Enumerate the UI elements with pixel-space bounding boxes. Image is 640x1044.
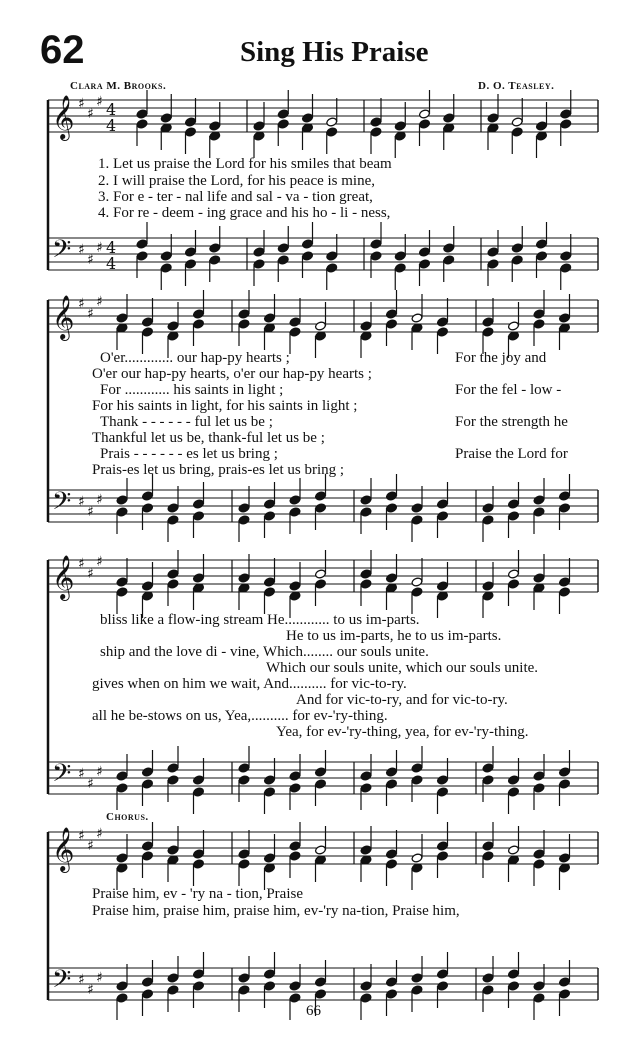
note-head: [326, 263, 338, 273]
note-head: [411, 775, 423, 785]
note-head: [185, 117, 197, 127]
sharp-icon: ♯: [96, 554, 103, 570]
note-head: [437, 317, 449, 327]
bass-clef-icon: 𝄢: [52, 235, 72, 270]
lyric-line: gives when on him we wait, And.......... for vic-to-ry.: [92, 676, 407, 692]
note-head: [360, 569, 372, 579]
note-head: [482, 503, 494, 513]
lyric-line: Praise the Lord for: [455, 446, 568, 462]
note-head: [136, 239, 148, 249]
note-head: [482, 515, 494, 525]
note-head: [315, 989, 327, 999]
time-signature-numerator: 4: [106, 238, 117, 257]
lyric-line: Thank - - - - - - ful let us be ;: [100, 414, 273, 430]
note-head: [533, 783, 545, 793]
note-head: [508, 569, 520, 579]
note-head: [370, 239, 382, 249]
note-head: [116, 313, 128, 323]
note-head: [559, 779, 571, 789]
lyric-line: Yea, for ev-'ry-thing, yea, for ev-'ry-thing.: [276, 724, 529, 740]
sharp-icon: ♯: [78, 242, 85, 258]
note-head: [142, 779, 154, 789]
note-head: [511, 243, 523, 253]
note-head: [264, 313, 276, 323]
sharp-icon: ♯: [87, 838, 94, 854]
bass-clef-icon: 𝄢: [52, 487, 72, 522]
note-head: [253, 259, 265, 269]
note-head: [511, 117, 523, 127]
note-head: [289, 783, 301, 793]
note-head: [560, 251, 572, 261]
chorus-lyric-bass: Praise him, praise him, praise him, ev-'ry na-tion, Praise him,: [92, 903, 460, 919]
note-head: [116, 507, 128, 517]
chorus-lyric-soprano: Praise him, ev - 'ry na - tion, Praise: [92, 886, 303, 902]
note-head: [536, 251, 548, 261]
sharp-icon: ♯: [87, 776, 94, 792]
lyric-line: Which our souls unite, which our souls unite.: [266, 660, 539, 676]
sharp-icon: ♯: [87, 504, 94, 520]
note-head: [386, 859, 398, 869]
note-head: [533, 495, 545, 505]
sharp-icon: ♯: [87, 566, 94, 582]
note-head: [411, 587, 423, 597]
note-head: [277, 119, 289, 129]
note-head: [136, 251, 148, 261]
note-head: [116, 853, 128, 863]
lyric-verse-4: 4. For re - deem - ing grace and his ho - li - ness,: [98, 205, 391, 221]
note-head: [142, 327, 154, 337]
lyric-line: For ............ his saints in light ;: [100, 382, 284, 398]
note-head: [508, 775, 520, 785]
note-head: [487, 113, 499, 123]
note-head: [559, 313, 571, 323]
note-head: [370, 251, 382, 261]
note-head: [209, 243, 221, 253]
note-head: [315, 579, 327, 589]
note-head: [289, 495, 301, 505]
note-head: [360, 783, 372, 793]
note-head: [238, 319, 250, 329]
note-head: [419, 259, 431, 269]
note-head: [437, 851, 449, 861]
sharp-icon: ♯: [78, 296, 85, 312]
lyric-verse-1: 1. Let us praise the Lord for his smiles that beam: [98, 156, 392, 172]
note-head: [253, 121, 265, 131]
note-head: [559, 767, 571, 777]
note-head: [167, 579, 179, 589]
lyric-line: For the joy and: [455, 350, 547, 366]
note-head: [326, 117, 338, 127]
lyric-line: all he be-stows on us, Yea,.......... for ev-'ry-thing.: [92, 708, 388, 724]
note-head: [238, 503, 250, 513]
note-head: [315, 491, 327, 501]
lyric-line: Prais-es let us bring, prais-es let us bring ;: [92, 462, 345, 478]
note-head: [193, 499, 205, 509]
note-head: [560, 109, 572, 119]
note-head: [185, 247, 197, 257]
note-head: [289, 317, 301, 327]
note-head: [482, 973, 494, 983]
note-head: [411, 313, 423, 323]
note-head: [302, 239, 314, 249]
note-head: [142, 581, 154, 591]
note-head: [315, 767, 327, 777]
note-head: [508, 787, 520, 797]
note-head: [209, 121, 221, 131]
note-head: [142, 317, 154, 327]
note-head: [315, 321, 327, 331]
sharp-icon: ♯: [78, 494, 85, 510]
note-head: [264, 969, 276, 979]
note-head: [437, 969, 449, 979]
note-head: [238, 985, 250, 995]
note-head: [142, 989, 154, 999]
note-head: [116, 495, 128, 505]
note-head: [193, 573, 205, 583]
note-head: [209, 255, 221, 265]
note-head: [360, 495, 372, 505]
note-head: [277, 255, 289, 265]
note-head: [167, 321, 179, 331]
note-head: [264, 511, 276, 521]
note-head: [142, 841, 154, 851]
note-head: [394, 251, 406, 261]
treble-clef-icon: 𝄞: [52, 95, 75, 139]
note-head: [559, 503, 571, 513]
note-head: [238, 973, 250, 983]
note-head: [559, 853, 571, 863]
sharp-icon: ♯: [96, 970, 103, 986]
note-head: [533, 507, 545, 517]
page-number: 66: [306, 1003, 321, 1019]
note-head: [264, 853, 276, 863]
note-head: [508, 579, 520, 589]
note-head: [142, 503, 154, 513]
note-head: [277, 243, 289, 253]
note-head: [167, 775, 179, 785]
note-head: [193, 511, 205, 521]
note-head: [411, 577, 423, 587]
note-head: [142, 491, 154, 501]
note-head: [326, 127, 338, 137]
note-head: [411, 853, 423, 863]
note-head: [559, 491, 571, 501]
note-head: [167, 845, 179, 855]
note-head: [560, 119, 572, 129]
lyric-line: O'er our hap-py hearts, o'er our hap-py hearts ;: [92, 366, 372, 382]
note-head: [560, 263, 572, 273]
note-head: [167, 503, 179, 513]
note-head: [437, 511, 449, 521]
note-head: [289, 841, 301, 851]
note-head: [482, 763, 494, 773]
note-head: [487, 247, 499, 257]
note-head: [559, 587, 571, 597]
note-head: [315, 503, 327, 513]
note-head: [508, 969, 520, 979]
note-head: [253, 247, 265, 257]
note-head: [411, 515, 423, 525]
note-head: [482, 775, 494, 785]
note-head: [370, 127, 382, 137]
lyric-verse-3: 3. For e - ter - nal life and sal - va - tion great,: [98, 189, 373, 205]
note-head: [559, 977, 571, 987]
note-head: [289, 981, 301, 991]
note-head: [419, 119, 431, 129]
note-head: [533, 309, 545, 319]
note-head: [264, 775, 276, 785]
note-head: [394, 263, 406, 273]
note-head: [443, 243, 455, 253]
note-head: [160, 251, 172, 261]
note-head: [437, 841, 449, 851]
note-head: [302, 113, 314, 123]
note-head: [437, 327, 449, 337]
note-head: [386, 503, 398, 513]
note-head: [533, 319, 545, 329]
note-head: [360, 507, 372, 517]
note-head: [116, 783, 128, 793]
note-head: [386, 319, 398, 329]
note-head: [289, 771, 301, 781]
note-head: [289, 851, 301, 861]
note-head: [437, 581, 449, 591]
note-head: [185, 127, 197, 137]
note-head: [487, 259, 499, 269]
note-head: [238, 309, 250, 319]
note-head: [264, 981, 276, 991]
note-head: [386, 767, 398, 777]
note-head: [167, 763, 179, 773]
note-head: [315, 977, 327, 987]
note-head: [437, 787, 449, 797]
note-head: [116, 771, 128, 781]
note-head: [482, 841, 494, 851]
note-head: [142, 977, 154, 987]
note-head: [238, 515, 250, 525]
note-head: [386, 309, 398, 319]
note-head: [116, 587, 128, 597]
lyric-line: bliss like a flow-ing stream He............ to us im-parts.: [100, 612, 420, 628]
note-head: [443, 113, 455, 123]
note-head: [360, 993, 372, 1003]
lyric-line: Prais - - - - - - es let us bring ;: [100, 446, 278, 462]
note-head: [264, 787, 276, 797]
note-head: [533, 981, 545, 991]
note-head: [386, 573, 398, 583]
note-head: [238, 849, 250, 859]
note-head: [370, 117, 382, 127]
sharp-icon: ♯: [87, 106, 94, 122]
note-head: [193, 319, 205, 329]
note-head: [326, 251, 338, 261]
sharp-icon: ♯: [87, 252, 94, 268]
note-head: [302, 251, 314, 261]
note-head: [193, 787, 205, 797]
time-signature-denominator: 4: [106, 254, 117, 273]
note-head: [160, 263, 172, 273]
note-head: [167, 569, 179, 579]
note-head: [136, 109, 148, 119]
note-head: [315, 779, 327, 789]
note-head: [482, 851, 494, 861]
lyric-line: For the fel - low -: [455, 382, 562, 398]
lyric-line: For his saints in light, for his saints in light ;: [92, 398, 358, 414]
note-head: [264, 499, 276, 509]
note-head: [193, 849, 205, 859]
treble-clef-icon: 𝄞: [52, 827, 75, 871]
hymn-title: Sing His Praise: [240, 36, 429, 68]
note-head: [142, 767, 154, 777]
note-head: [142, 851, 154, 861]
note-head: [264, 577, 276, 587]
note-head: [508, 499, 520, 509]
note-head: [533, 849, 545, 859]
note-head: [160, 113, 172, 123]
lyric-line: ship and the love di - vine, Which........ our souls unite.: [100, 644, 429, 660]
sharp-icon: ♯: [96, 826, 103, 842]
note-head: [508, 845, 520, 855]
lyric-line: For the strength he: [455, 414, 568, 430]
note-head: [167, 985, 179, 995]
lyric-line: Thankful let us be, thank-ful let us be ;: [92, 430, 325, 446]
sharp-icon: ♯: [87, 982, 94, 998]
note-head: [289, 581, 301, 591]
note-head: [443, 255, 455, 265]
note-head: [536, 121, 548, 131]
note-head: [437, 499, 449, 509]
sharp-icon: ♯: [78, 766, 85, 782]
lyric-line: And for vic-to-ry, and for vic-to-ry.: [296, 692, 508, 708]
note-head: [394, 121, 406, 131]
sharp-icon: ♯: [78, 972, 85, 988]
note-head: [193, 859, 205, 869]
note-head: [482, 317, 494, 327]
note-head: [277, 109, 289, 119]
note-head: [185, 259, 197, 269]
note-head: [238, 859, 250, 869]
lyric-line: O'er............. our hap-py hearts ;: [100, 350, 290, 366]
chorus-label: Chorus.: [106, 811, 149, 823]
note-head: [482, 327, 494, 337]
sharp-icon: ♯: [78, 96, 85, 112]
note-head: [386, 977, 398, 987]
note-head: [419, 247, 431, 257]
note-head: [419, 109, 431, 119]
note-head: [511, 255, 523, 265]
sharp-icon: ♯: [96, 492, 103, 508]
note-head: [193, 309, 205, 319]
lyricist-credit: Clara M. Brooks.: [70, 80, 167, 92]
note-head: [536, 239, 548, 249]
note-head: [437, 775, 449, 785]
note-head: [386, 849, 398, 859]
note-head: [533, 993, 545, 1003]
note-head: [264, 587, 276, 597]
note-head: [360, 321, 372, 331]
note-head: [238, 573, 250, 583]
note-head: [508, 981, 520, 991]
lyric-line: He to us im-parts, he to us im-parts.: [286, 628, 502, 644]
bass-clef-icon: 𝄢: [52, 965, 72, 1000]
note-head: [386, 491, 398, 501]
note-head: [386, 779, 398, 789]
time-signature-numerator: 4: [106, 100, 117, 119]
note-head: [289, 507, 301, 517]
composer-credit: D. O. Teasley.: [478, 80, 555, 92]
note-head: [116, 993, 128, 1003]
note-head: [411, 985, 423, 995]
note-head: [482, 985, 494, 995]
note-head: [411, 763, 423, 773]
note-head: [411, 973, 423, 983]
sharp-icon: ♯: [96, 94, 103, 110]
lyric-verse-2: 2. I will praise the Lord, for his peace is mine,: [98, 173, 376, 189]
sharp-icon: ♯: [78, 556, 85, 572]
note-head: [533, 859, 545, 869]
sharp-icon: ♯: [96, 294, 103, 310]
note-head: [167, 973, 179, 983]
note-head: [315, 845, 327, 855]
note-head: [482, 581, 494, 591]
note-head: [533, 573, 545, 583]
note-head: [411, 503, 423, 513]
sharp-icon: ♯: [96, 240, 103, 256]
note-head: [386, 989, 398, 999]
sharp-icon: ♯: [96, 764, 103, 780]
note-head: [533, 771, 545, 781]
hymn-number: 62: [40, 28, 85, 72]
note-head: [193, 775, 205, 785]
sharp-icon: ♯: [78, 828, 85, 844]
note-head: [508, 321, 520, 331]
note-head: [289, 993, 301, 1003]
note-head: [136, 119, 148, 129]
note-head: [116, 981, 128, 991]
note-head: [238, 763, 250, 773]
note-head: [116, 577, 128, 587]
note-head: [289, 327, 301, 337]
note-head: [559, 989, 571, 999]
note-head: [360, 845, 372, 855]
sharp-icon: ♯: [87, 306, 94, 322]
note-head: [511, 127, 523, 137]
note-head: [167, 515, 179, 525]
note-head: [193, 969, 205, 979]
treble-clef-icon: 𝄞: [52, 295, 75, 339]
bass-clef-icon: 𝄢: [52, 759, 72, 794]
note-head: [360, 981, 372, 991]
note-head: [238, 775, 250, 785]
note-head: [315, 569, 327, 579]
note-head: [193, 981, 205, 991]
note-head: [437, 981, 449, 991]
note-head: [508, 511, 520, 521]
treble-clef-icon: 𝄞: [52, 555, 75, 599]
time-signature-denominator: 4: [106, 116, 117, 135]
note-head: [360, 771, 372, 781]
note-head: [360, 579, 372, 589]
note-head: [559, 577, 571, 587]
